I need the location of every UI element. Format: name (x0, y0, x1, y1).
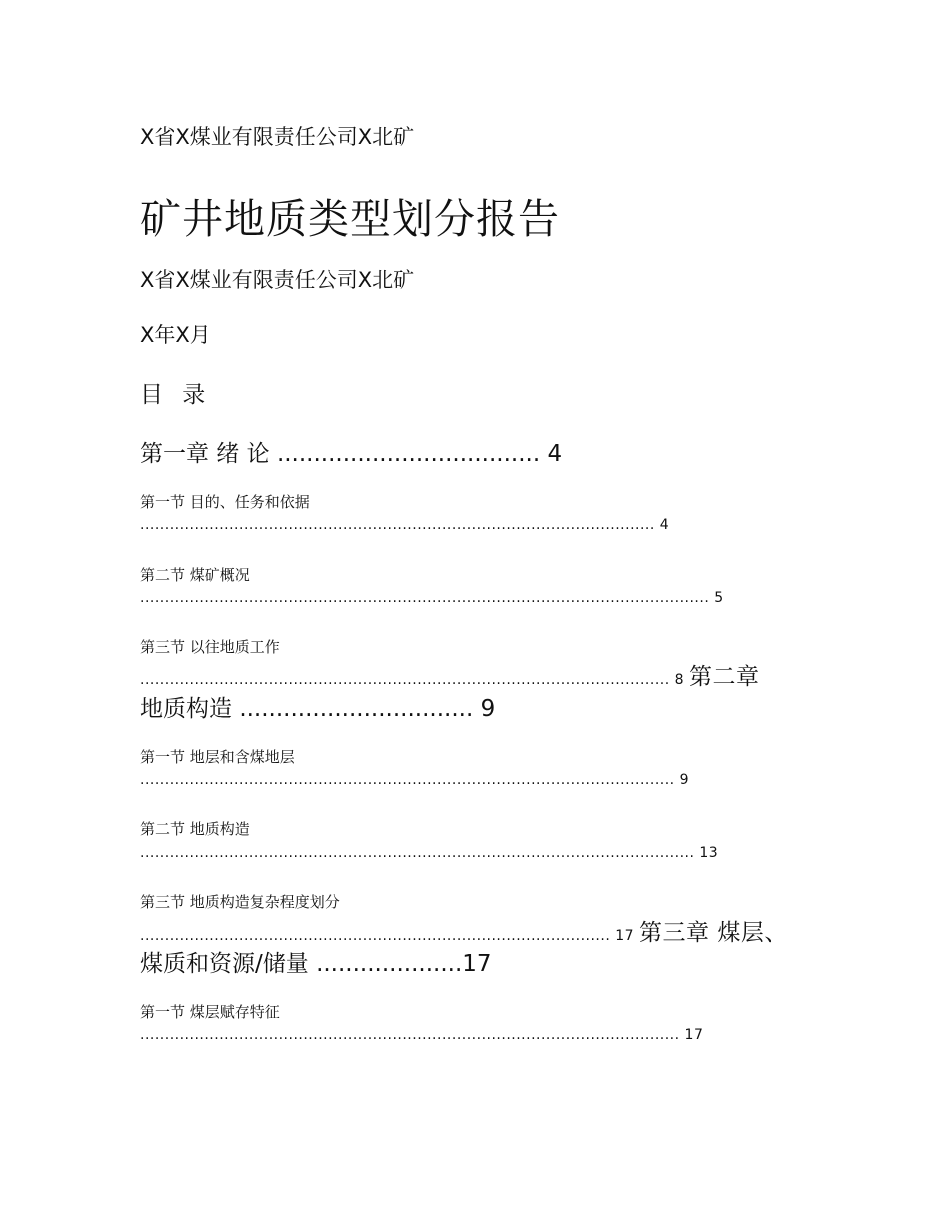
toc-chapter-3-page: 17 (462, 951, 492, 977)
toc-section-1-1-page: 4 (659, 517, 670, 533)
toc-chapter-1[interactable] (140, 435, 562, 468)
toc-chapter-1-dots: .................................... (276, 441, 541, 467)
toc-chapter-1-label: 第一章 绪 论 (140, 441, 270, 467)
toc-section-1-3-leader[interactable] (140, 658, 760, 691)
toc-section-2-1-leader[interactable] (140, 772, 689, 788)
toc-chapter-2-label-b: 地质构造 (140, 696, 232, 722)
toc-chapter-2[interactable] (140, 690, 495, 723)
toc-section-1-1-label[interactable]: 第一节 目的、任务和依据 (140, 493, 310, 511)
toc-section-1-3-page: 8 (674, 672, 685, 688)
toc-section-3-1-leader[interactable] (140, 1027, 703, 1043)
company-name: X省X煤业有限责任公司X北矿 (140, 125, 415, 149)
toc-section-2-3-label[interactable]: 第三节 地质构造复杂程度划分 (140, 893, 340, 911)
toc-section-1-2-leader[interactable] (140, 590, 724, 606)
toc-chapter-3-dots: .................... (316, 951, 463, 977)
report-date: X年X月 (140, 323, 211, 347)
toc-chapter-3-label-a[interactable]: 第三章 煤层、 (639, 920, 788, 946)
company-name-repeat: X省X煤业有限责任公司X北矿 (140, 268, 415, 292)
toc-section-2-3-page: 17 (615, 928, 635, 944)
toc-section-3-1-dots: ............................................................................................................. (140, 1027, 680, 1043)
toc-section-1-1-leader[interactable] (140, 517, 669, 533)
toc-chapter-3-label-b: 煤质和资源/储量 (140, 951, 309, 977)
toc-chapter-2-label-a[interactable]: 第二章 (689, 664, 760, 690)
toc-section-2-1-dots: ............................................................................................................ (140, 772, 675, 788)
report-title: 矿井地质类型划分报告 (140, 195, 560, 243)
toc-chapter-2-page: 9 (480, 696, 496, 722)
toc-section-2-2-page: 13 (699, 845, 719, 861)
toc-section-2-2-leader[interactable] (140, 845, 718, 861)
toc-chapter-3[interactable] (140, 945, 492, 978)
toc-section-1-3-dots: ........................................................................................................... (140, 672, 670, 688)
toc-section-2-1-page: 9 (679, 772, 689, 788)
toc-section-3-1-label[interactable]: 第一节 煤层赋存特征 (140, 1003, 280, 1021)
toc-section-1-2-dots: ................................................................................................................... (140, 590, 710, 606)
toc-section-1-1-dots: ........................................................................................................ (140, 517, 655, 533)
toc-chapter-1-page: 4 (547, 441, 563, 467)
toc-section-1-2-page: 5 (714, 590, 724, 606)
toc-section-1-2-label[interactable]: 第二节 煤矿概况 (140, 566, 250, 584)
toc-chapter-2-dots: ................................ (239, 696, 474, 722)
toc-section-2-1-label[interactable]: 第一节 地层和含煤地层 (140, 748, 295, 766)
toc-section-2-3-dots: ............................................................................................... (140, 928, 611, 944)
toc-section-2-2-label[interactable]: 第二节 地质构造 (140, 820, 250, 838)
toc-section-2-3-leader[interactable] (140, 914, 788, 947)
toc-heading: 目 录 (140, 382, 212, 408)
toc-section-1-3-label[interactable]: 第三节 以往地质工作 (140, 638, 280, 656)
toc-section-3-1-page: 17 (684, 1027, 704, 1043)
toc-section-2-2-dots: ................................................................................................................ (140, 845, 695, 861)
